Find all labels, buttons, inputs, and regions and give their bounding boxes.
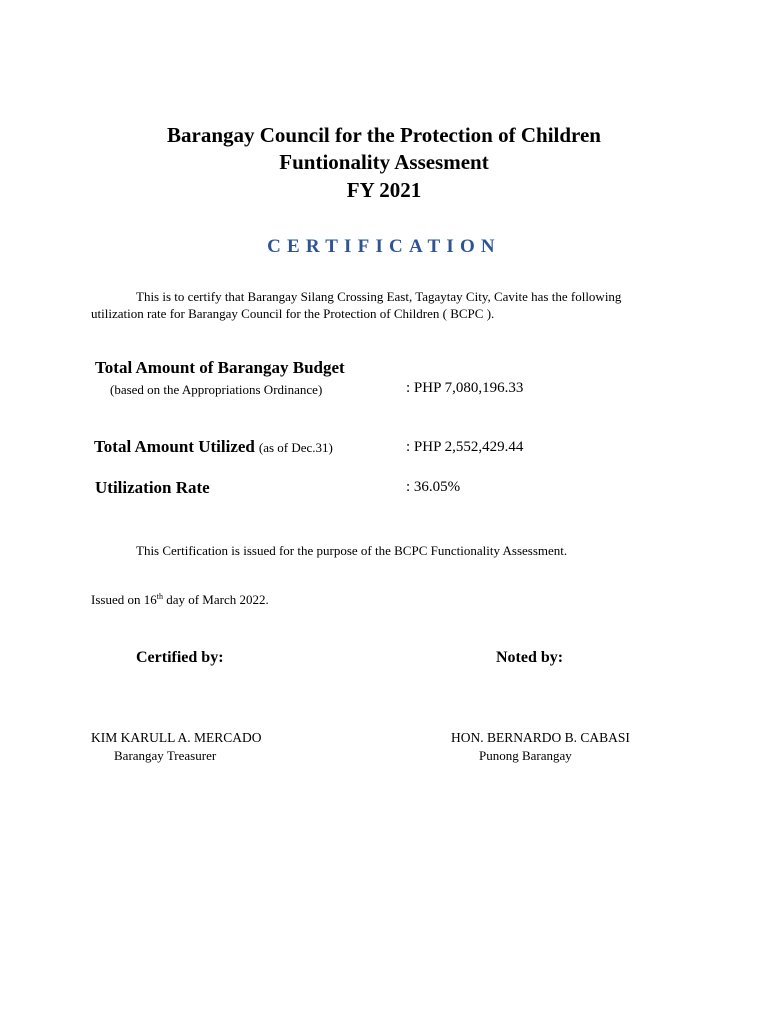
certifier-role: Barangay Treasurer [114,748,217,763]
intro-line-2: utilization rate for Barangay Council for the Protection of Children ( BCPC ). [91,306,495,321]
budget-value: : PHP 7,080,196.33 [406,380,524,396]
budget-label: Total Amount of Barangay Budget [95,358,345,377]
issued-prefix: Issued on 16 [91,592,157,607]
issued-ordinal: th [156,592,163,601]
header-title-line2: Funtionality Assesment [279,150,489,174]
intro-line-1: This is to certify that Barangay Silang Crossing East, Tagaytay City, Cavite has the following [136,289,622,304]
budget-sublabel: (based on the Appropriations Ordinance) [110,382,323,397]
rate-label: Utilization Rate [95,478,210,497]
certified-by-label: Certified by: [136,649,224,666]
rate-value: 36.05% [413,479,461,495]
rate-value-row [406,479,460,496]
header-title-fiscal-year: FY 2021 [346,178,422,202]
utilized-value: : PHP 2,552,429.44 [406,439,524,455]
noter-name: HON. BERNARDO B. CABASI [451,730,630,745]
noter-role: Punong Barangay [479,748,572,763]
issued-date [91,592,269,608]
utilized-note: (as of Dec.31) [258,440,333,455]
noted-by-label: Noted by: [496,649,564,666]
issued-rest: day of March 2022. [162,592,269,607]
certification-heading: CERTIFICATION [267,236,501,257]
utilized-label: Total Amount Utilized [94,437,255,456]
rate-colon: : [406,479,411,495]
header-title-line1: Barangay Council for the Protection of Children [167,123,601,147]
certifier-name: KIM KARULL A. MERCADO [91,730,262,745]
purpose-statement: This Certification is issued for the purpose of the BCPC Functionality Assessment. [136,543,568,558]
utilized-row-label [94,437,333,457]
